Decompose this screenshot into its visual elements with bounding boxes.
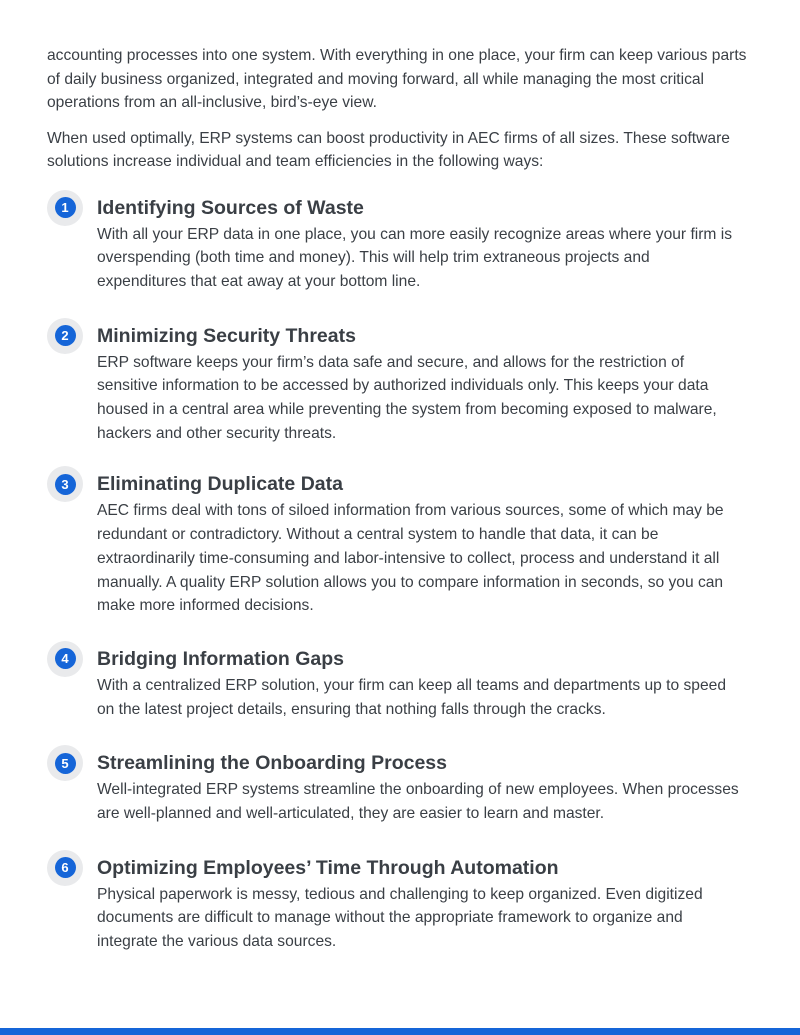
document-content — [47, 44, 747, 954]
item-body: AEC firms deal with tons of siloed information from various sources, some of which may be redundant or contradictory. Without a central system to handle that data, it can be extraordinarily time-consuming and labor-intensive to collect, process and understand it all manually. A quality ERP solution allows you to compare information in seconds, so you can make more informed decisions. — [97, 502, 724, 615]
item-body: With a centralized ERP solution, your firm can keep all teams and departments up to speed on the latest project details, ensuring that nothing falls through the cracks. — [97, 676, 726, 718]
number-badge — [47, 850, 83, 886]
number-badge-label: 2 — [55, 325, 76, 346]
number-badge — [47, 318, 83, 354]
number-badge-label: 5 — [55, 753, 76, 774]
number-badge-label: 6 — [55, 857, 76, 878]
number-badge-label: 1 — [55, 197, 76, 218]
item-title: Identifying Sources of Waste — [97, 196, 364, 219]
item-title: Streamlining the Onboarding Process — [97, 752, 447, 775]
list-item — [47, 190, 747, 294]
list-item — [47, 318, 747, 446]
number-badge — [47, 190, 83, 226]
footer-accent-bar — [0, 1028, 800, 1035]
item-body: Well-integrated ERP systems streamline the onboarding of new employees. When processes are well-planned and well-articulated, they are easier to learn and master. — [97, 781, 739, 823]
item-title: Bridging Information Gaps — [97, 647, 344, 670]
intro-paragraph: accounting processes into one system. With everything in one place, your firm can keep various parts of daily business organized, integrated and moving forward, all while managing the most critical operations from an all-inclusive, bird’s-eye view. — [47, 47, 747, 111]
item-body: ERP software keeps your firm’s data safe and secure, and allows for the restriction of sensitive information to be accessed by authorized individuals only. This keeps your data housed in a central area while preventing the system from becoming exposed to malware, hackers and other security threats. — [97, 353, 717, 442]
item-body: Physical paperwork is messy, tedious and challenging to keep organized. Even digitized documents are difficult to manage without the appropriate framework to organize and integrate the various data sources. — [97, 885, 703, 951]
list-item — [47, 745, 747, 825]
number-badge-label: 4 — [55, 648, 76, 669]
number-badge — [47, 745, 83, 781]
list-item — [47, 850, 747, 954]
number-badge-label: 3 — [55, 474, 76, 495]
intro-paragraph: When used optimally, ERP systems can boost productivity in AEC firms of all sizes. These software solutions increase individual and team efficiencies in the following ways: — [47, 129, 730, 170]
number-badge — [47, 641, 83, 677]
item-title: Optimizing Employees’ Time Through Automation — [97, 856, 559, 879]
list-item — [47, 641, 747, 721]
item-title: Minimizing Security Threats — [97, 324, 356, 347]
item-title: Eliminating Duplicate Data — [97, 473, 343, 496]
list-item — [47, 466, 747, 618]
item-body: With all your ERP data in one place, you can more easily recognize areas where your firm is overspending (both time and money). This will help trim extraneous projects and expenditures that eat away at your bottom line. — [97, 225, 733, 290]
number-badge — [47, 466, 83, 502]
benefits-list — [47, 190, 747, 954]
